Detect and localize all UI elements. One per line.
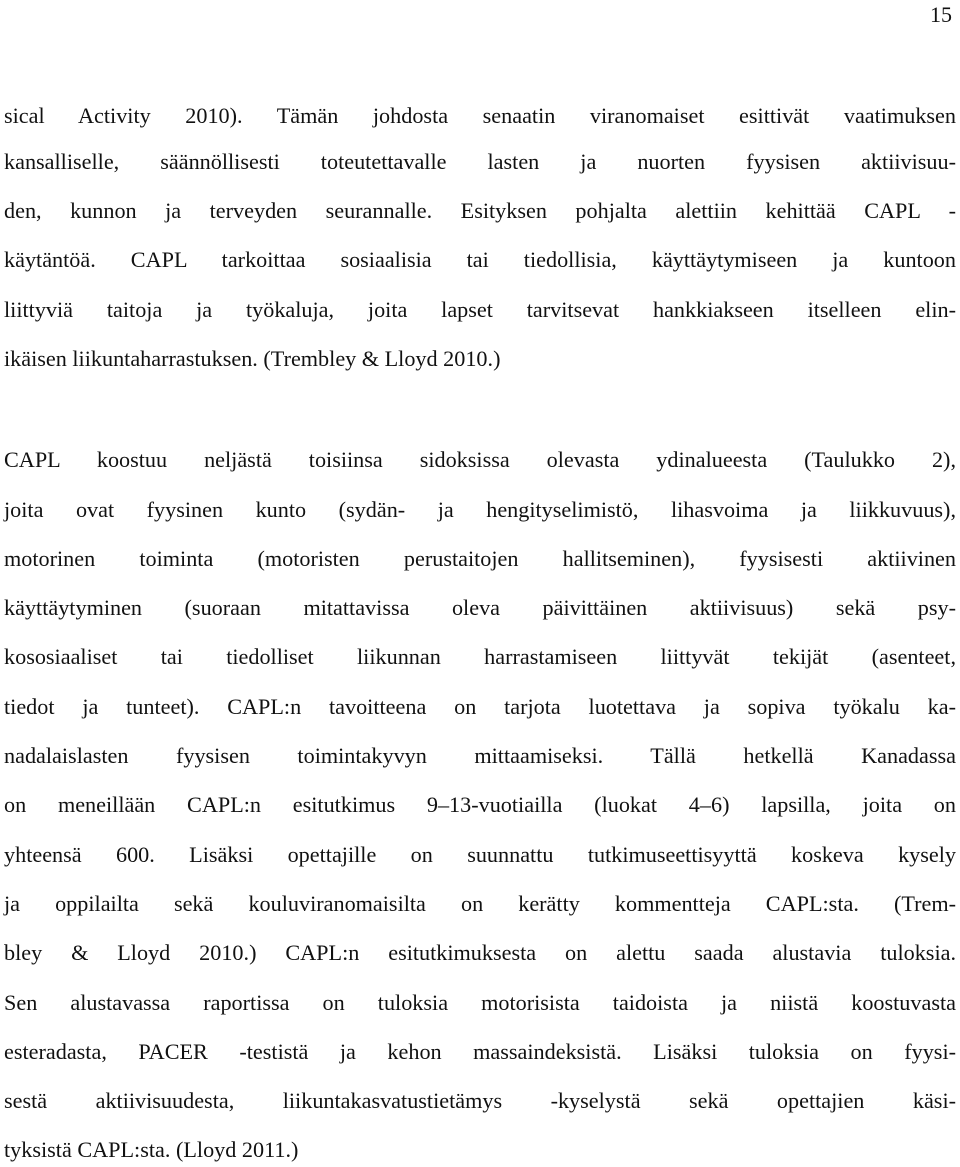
text-line: tiedot ja tunteet). CAPL:n tavoitteena on tarjota luotettava ja sopiva työkalu ka- [4, 694, 956, 719]
text-line: joita ovat fyysinen kunto (sydän- ja hengityselimistö, lihasvoima ja liikkuvuus), [4, 497, 956, 522]
text-line: den, kunnon ja terveyden seurannalle. Esityksen pohjalta alettiin kehittää CAPL - [4, 198, 956, 223]
text-line: sestä aktiivisuudesta, liikuntakasvatustietämys -kyselystä sekä opettajien käsi- [4, 1088, 956, 1113]
text-line: käyttäytyminen (suoraan mitattavissa oleva päivittäinen aktiivisuus) sekä psy- [4, 595, 956, 620]
text-line: sical Activity 2010). Tämän johdosta senaatin viranomaiset esittivät vaatimuksen [4, 103, 956, 128]
text-line: kansalliselle, säännöllisesti toteutettavalle lasten ja nuorten fyysisen aktiivisuu- [4, 149, 956, 174]
text-line: nadalaislasten fyysisen toimintakyvyn mittaamiseksi. Tällä hetkellä Kanadassa [4, 743, 956, 768]
text-line: käytäntöä. CAPL tarkoittaa sosiaalisia tai tiedollisia, käyttäytymiseen ja kuntoon [4, 247, 956, 272]
text-line: ja oppilailta sekä kouluviranomaisilta on kerätty kommentteja CAPL:sta. (Trem- [4, 891, 956, 916]
text-line: kososiaaliset tai tiedolliset liikunnan harrastamiseen liittyvät tekijät (asenteet, [4, 644, 956, 669]
text-line: liittyviä taitoja ja työkaluja, joita lapset tarvitsevat hankkiakseen itselleen elin- [4, 297, 956, 322]
text-line: Sen alustavassa raportissa on tuloksia motorisista taidoista ja niistä koostuvasta [4, 990, 956, 1015]
text-line: on meneillään CAPL:n esitutkimus 9–13-vuotiailla (luokat 4–6) lapsilla, joita on [4, 792, 956, 817]
text-line: ikäisen liikuntaharrastuksen. (Trembley & Lloyd 2010.) [4, 346, 501, 371]
text-line: esteradasta, PACER -testistä ja kehon massaindeksistä. Lisäksi tuloksia on fyysi- [4, 1039, 956, 1064]
text-line: bley & Lloyd 2010.) CAPL:n esitutkimuksesta on alettu saada alustavia tuloksia. [4, 940, 956, 965]
text-line: tyksistä CAPL:sta. (Lloyd 2011.) [4, 1137, 299, 1162]
text-line: yhteensä 600. Lisäksi opettajille on suunnattu tutkimuseettisyyttä koskeva kysely [4, 842, 956, 867]
text-line: CAPL koostuu neljästä toisiinsa sidoksissa olevasta ydinalueesta (Taulukko 2), [4, 447, 956, 472]
page-number: 15 [930, 2, 952, 27]
text-line: motorinen toiminta (motoristen perustaitojen hallitseminen), fyysisesti aktiivinen [4, 546, 956, 571]
